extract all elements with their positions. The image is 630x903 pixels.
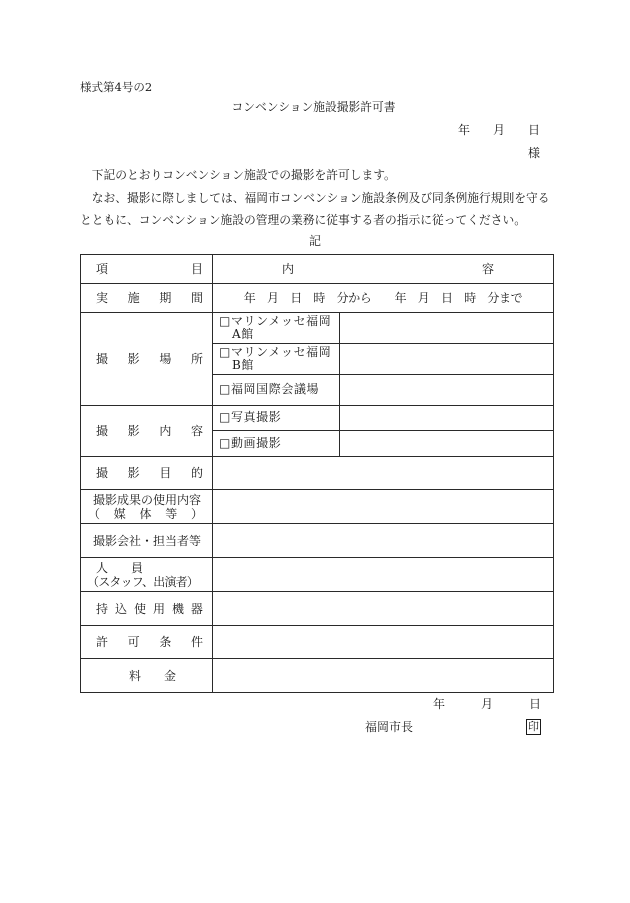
content-detail-cell [340, 431, 554, 457]
addressee-suffix: 様 [528, 146, 541, 160]
label-char: 撮 [96, 352, 109, 366]
company-label-cell [81, 524, 213, 558]
label-char: 使 [133, 601, 146, 616]
label-char: 許 [96, 635, 109, 649]
label-char: 的 [190, 466, 203, 480]
location-row [81, 313, 554, 344]
purpose-value-cell [213, 457, 554, 490]
content-label-cell [81, 406, 213, 457]
equipment-label-cell [81, 592, 213, 626]
label-char: 可 [127, 635, 140, 649]
location-option-cell [213, 313, 340, 344]
label-char: 器 [190, 601, 203, 616]
location-option-cell [213, 344, 340, 375]
location-label [81, 352, 212, 366]
issuer-name: 福岡市長 [365, 720, 414, 734]
location-option-marine-messe-a [213, 315, 339, 342]
purpose-label [81, 466, 212, 480]
label-char: 施 [127, 291, 140, 305]
label-char: 項 [96, 262, 109, 276]
label-char: 所 [190, 352, 203, 366]
location-option-congress-center [213, 383, 339, 397]
location-option-line: A館 [232, 327, 254, 341]
form-number: 様式第4号の2 [80, 80, 153, 94]
label-char: 込 [114, 601, 127, 616]
usage-row [81, 490, 554, 524]
signature-date-month: 月 [481, 697, 494, 711]
equipment-label [81, 602, 212, 616]
usage-label-line1: 撮影成果の使用内容 [93, 492, 202, 507]
seal-mark: 印 [528, 720, 539, 733]
header-row [81, 255, 554, 284]
conditions-label [81, 635, 212, 649]
usage-value-cell [213, 490, 554, 524]
issue-date [458, 123, 540, 137]
label-char: 目 [190, 262, 203, 276]
label-char: 撮 [96, 466, 109, 480]
header-item-cell [81, 255, 213, 284]
fee-label: 料金 [129, 668, 200, 683]
period-label [81, 291, 212, 305]
content-option-video: □動画撮影 [219, 435, 282, 450]
period-label-cell [81, 284, 213, 313]
issue-date-year: 年 [458, 123, 471, 137]
label-char: 容 [481, 262, 494, 276]
label-char: 影 [127, 424, 140, 438]
location-option-cell [213, 375, 340, 406]
label-char: 内 [282, 262, 295, 276]
issue-date-day: 日 [528, 123, 541, 137]
location-option-marine-messe-b [213, 346, 339, 373]
content-option-photo: □写真撮影 [219, 410, 282, 425]
period-value-cell [213, 284, 554, 313]
signature-date [433, 697, 541, 711]
staff-label-line1: 人員 [96, 560, 167, 575]
location-option-line: B館 [232, 358, 255, 372]
location-option-line: □マリンメッセ福岡 [219, 344, 332, 359]
company-row [81, 524, 554, 558]
company-value-cell [213, 524, 554, 558]
location-option-line: □マリンメッセ福岡 [219, 313, 332, 328]
issue-date-month: 月 [493, 123, 506, 137]
label-char: 体 [139, 506, 152, 521]
label-char: 用 [152, 601, 165, 616]
header-content-cell [213, 255, 554, 284]
label-char: 目 [159, 466, 172, 480]
content-option-cell [213, 406, 340, 431]
equipment-row [81, 592, 554, 626]
location-detail-cell [340, 344, 554, 375]
purpose-row [81, 457, 554, 490]
content-option-cell [213, 431, 340, 457]
conditions-value-cell [213, 626, 554, 659]
permit-details-table [80, 254, 554, 693]
content-label [81, 424, 212, 438]
header-content-label [213, 262, 553, 276]
conditions-label-cell [81, 626, 213, 659]
location-detail-cell [340, 375, 554, 406]
label-char: 条 [159, 635, 172, 649]
content-row [81, 406, 554, 431]
period-row [81, 284, 554, 313]
period-value: 年 月 日 時 分から 年 月 日 時 分まで [243, 291, 523, 305]
label-char: 内 [159, 424, 172, 438]
label-char: 実 [96, 291, 109, 305]
content-detail-cell [340, 406, 554, 431]
header-item-label [81, 262, 212, 276]
label-char: ） [190, 506, 203, 521]
label-char: 撮 [96, 424, 109, 438]
label-char: 媒 [113, 506, 126, 521]
document-title: コンベンション施設撮影許可書 [231, 100, 396, 114]
label-char: 期 [159, 291, 172, 305]
label-char: 影 [127, 466, 140, 480]
label-char: 等 [165, 506, 178, 521]
label-char: 容 [190, 424, 203, 438]
staff-label-line2: （スタッフ、出演者） [87, 574, 199, 589]
label-char: 機 [171, 601, 184, 616]
ki-heading: 記 [309, 234, 322, 248]
fee-value-cell [213, 659, 554, 693]
location-label-cell [81, 313, 213, 406]
staff-value-cell [213, 558, 554, 592]
body-text-line: とともに、コンベンション施設の管理の業務に従事する者の指示に従ってください。 [80, 213, 526, 227]
label-char: （ [88, 506, 101, 521]
label-char: 影 [127, 352, 140, 366]
label-char: 件 [190, 635, 203, 649]
signature-date-day: 日 [529, 697, 542, 711]
usage-label-line2 [81, 507, 212, 521]
body-text-line: 下記のとおりコンベンション施設での撮影を許可します。 [80, 168, 396, 182]
signature-date-year: 年 [433, 697, 446, 711]
company-label: 撮影会社・担当者等 [93, 533, 202, 548]
location-option-line: □福岡国際会議場 [219, 382, 320, 397]
location-detail-cell [340, 313, 554, 344]
purpose-label-cell [81, 457, 213, 490]
label-char: 間 [190, 291, 203, 305]
conditions-row [81, 626, 554, 659]
label-char: 場 [159, 352, 172, 366]
label-char: 持 [96, 601, 109, 616]
staff-row [81, 558, 554, 592]
staff-label-cell [81, 558, 213, 592]
equipment-value-cell [213, 592, 554, 626]
fee-row [81, 659, 554, 693]
usage-label-cell [81, 490, 213, 524]
fee-label-cell [81, 659, 213, 693]
body-text-line: なお、撮影に際しましては、福岡市コンベンション施設条例及び同条例施行規則を守る [80, 191, 550, 205]
